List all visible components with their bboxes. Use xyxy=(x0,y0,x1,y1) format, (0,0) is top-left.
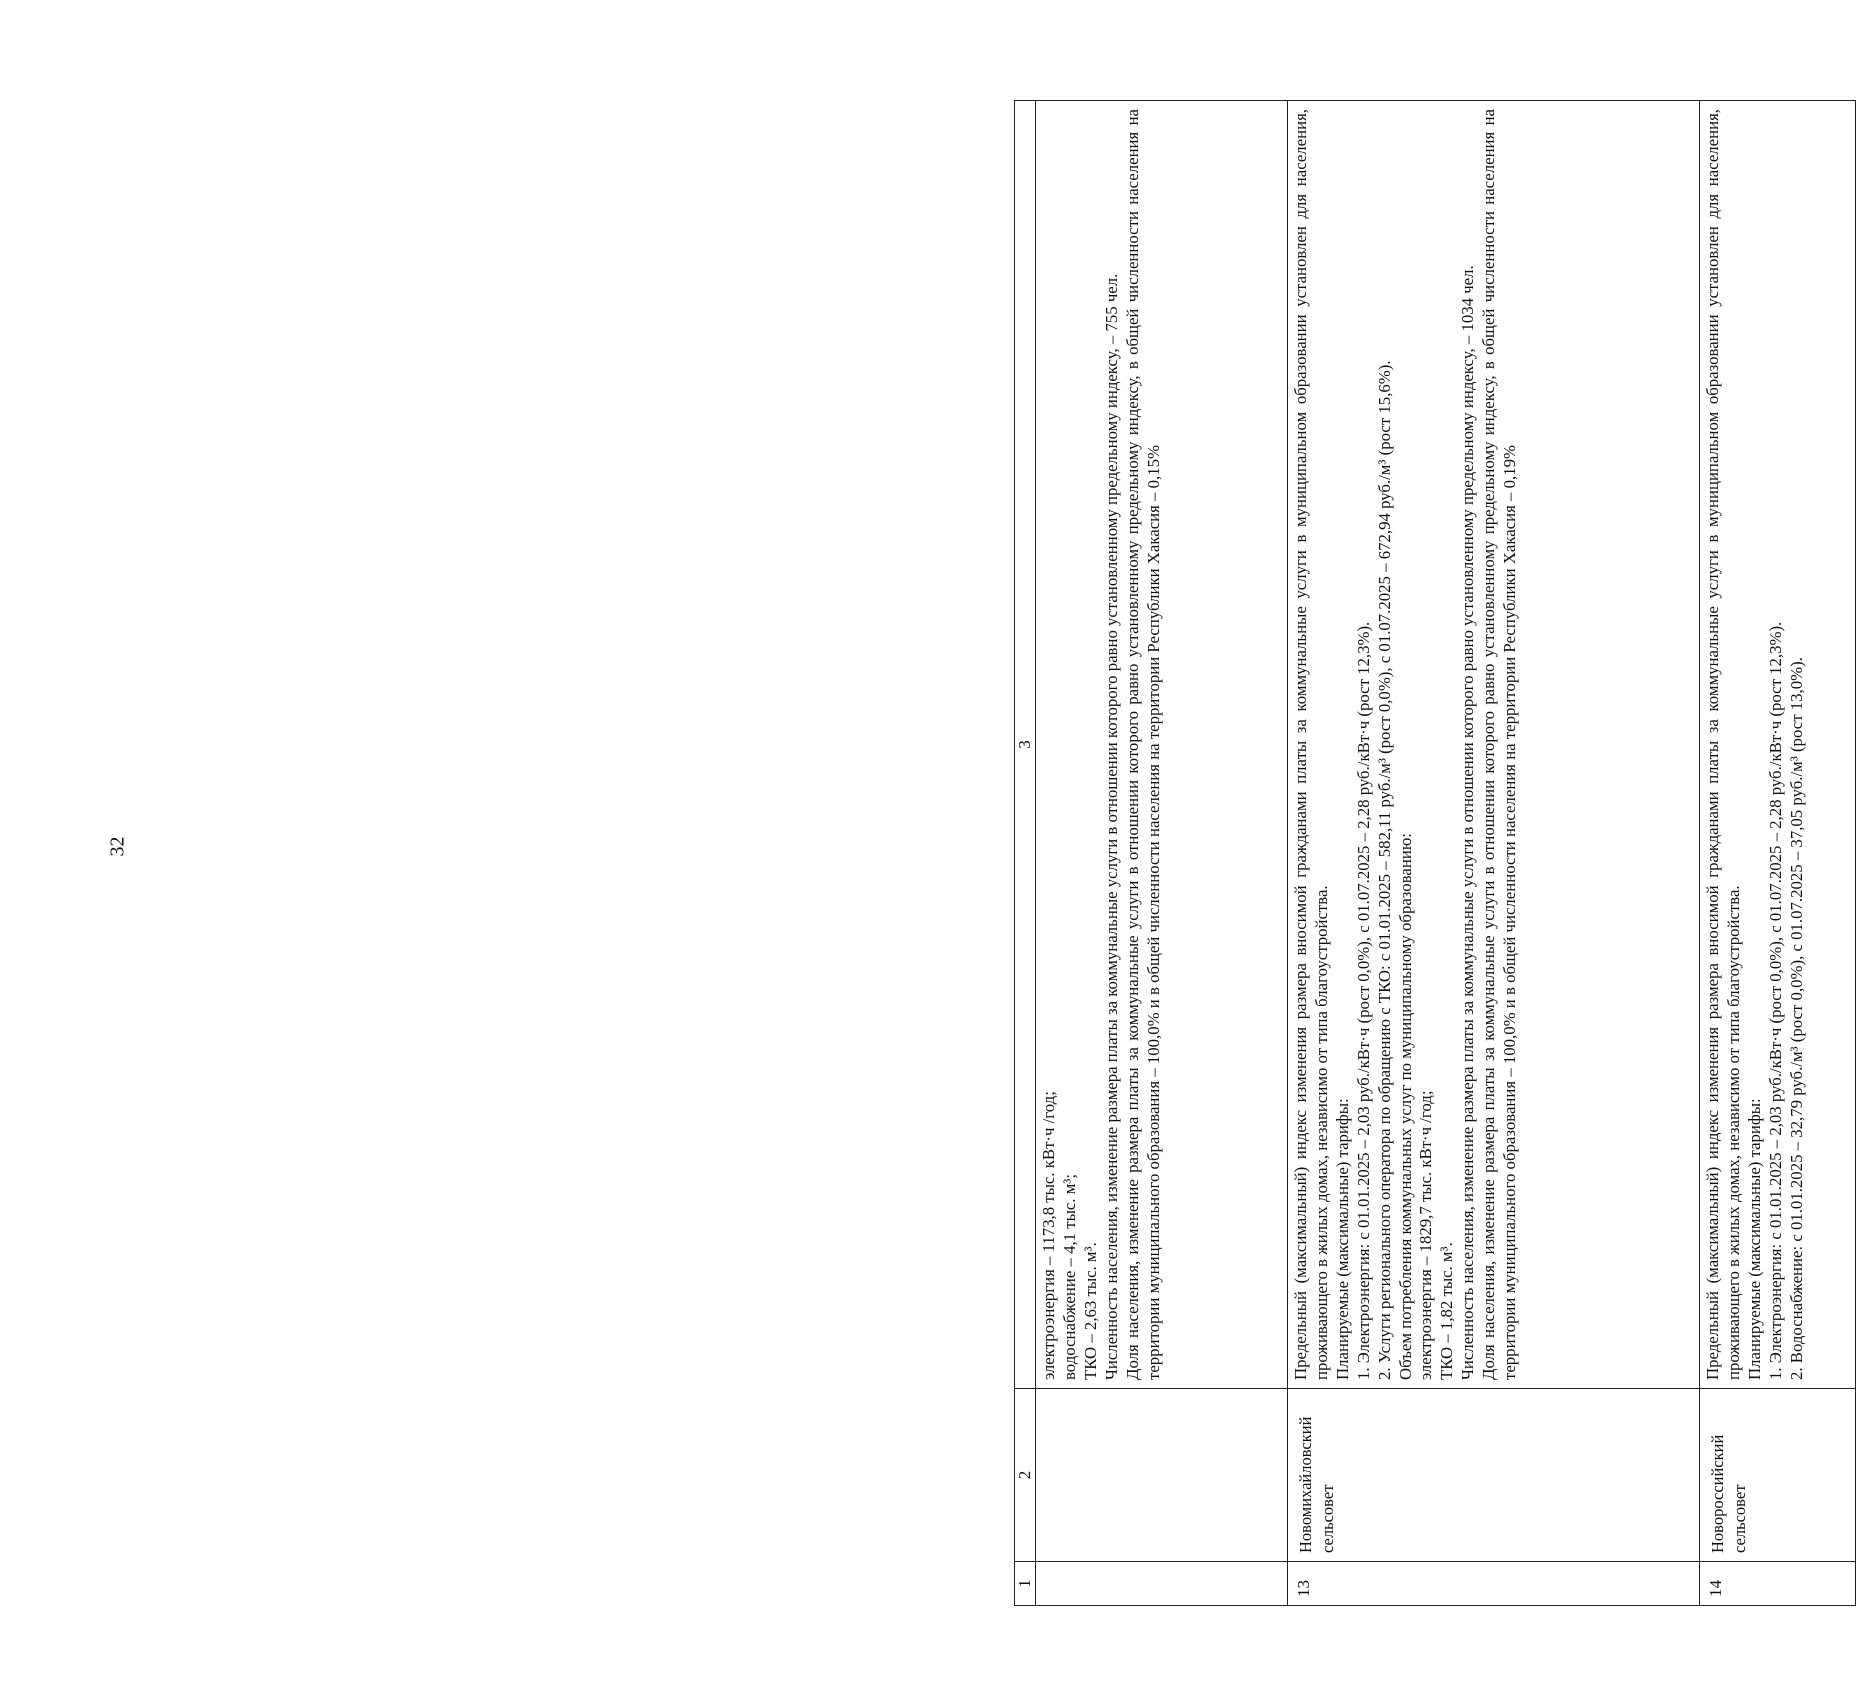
rotated-page-content xyxy=(1014,101,1856,1606)
text-line: Доля населения, изменение размера платы за коммунальные услуги в отношении которого равно установленному предельному индексу, в общей численности населения на территории муниципального образования – 100,0% и в общей численности населения на территории Республики Хакасия – 0,19% xyxy=(1479,109,1520,1380)
text-line: 2. Услуги регионального оператора по обращению с ТКО: с 01.01.2025 – 582,11 руб./м³ (рост 0,0%), с 01.07.2025 – 672,94 руб./м³ (рост 15,6%). xyxy=(1374,360,1394,1380)
row-description xyxy=(1700,101,1856,1389)
page-number: 32 xyxy=(106,836,129,857)
row-number: 14 xyxy=(1700,1562,1856,1606)
text-line: Численность населения, изменение размера платы за коммунальные услуги в отношении которого равно установленному предельному индексу, – 755 чел. xyxy=(1101,273,1121,1380)
text-line: электроэнергия – 1829,7 тыс. кВт·ч /год; xyxy=(1416,1090,1436,1380)
table-row xyxy=(1700,101,1856,1606)
text-line: водоснабжение – 4,1 тыс. м³; xyxy=(1059,1173,1079,1380)
row-description xyxy=(1288,101,1700,1389)
municipality-name: Новомихайловский сельсовет xyxy=(1288,1389,1700,1562)
text-line: Объем потребления коммунальных услуг по муниципальному образованию: xyxy=(1395,832,1415,1380)
text-line: ТКО – 2,63 тыс. м³. xyxy=(1080,1242,1100,1380)
text-line: Предельный (максимальный) индекс изменения размера вносимой гражданами платы за коммунальные услуги в муниципальном образовании установлен для населения, проживающего в жилых домах, независимо от типа благоустройства. xyxy=(1703,109,1743,1380)
table-row xyxy=(1288,101,1700,1606)
row-description xyxy=(1036,101,1288,1389)
text-line: Численность населения, изменение размера платы за коммунальные услуги в отношении которого равно установленному предельному индексу, – 1034 чел. xyxy=(1458,265,1478,1380)
header-col-3: 3 xyxy=(1015,101,1036,1389)
municipality-name xyxy=(1036,1389,1288,1562)
text-line: Доля населения, изменение размера платы за коммунальные услуги в отношении которого равно установленному предельному индексу, в общей численности населения на территории муниципального образования – 100,0% и в общей численности населения на территории Республики Хакасия – 0,15% xyxy=(1122,109,1163,1380)
header-col-2: 2 xyxy=(1015,1389,1036,1562)
row-number: 13 xyxy=(1288,1562,1700,1606)
text-line: 1. Электроэнергия: с 01.01.2025 – 2,03 руб./кВт·ч (рост 0,0%), с 01.07.2025 – 2,28 руб./кВт·ч (рост 12,3%). xyxy=(1353,621,1373,1380)
text-line: Предельный (максимальный) индекс изменения размера вносимой гражданами платы за коммунальные услуги в муниципальном образовании установлен для населения, проживающего в жилых домах, независимо от типа благоустройства. xyxy=(1291,109,1331,1380)
text-line: Планируемые (максимальные) тарифы: xyxy=(1744,1098,1764,1380)
text-line: ТКО – 1,82 тыс. м³. xyxy=(1437,1242,1457,1380)
table-header-row xyxy=(1015,101,1036,1606)
municipality-name: Новороссийский сельсовет xyxy=(1700,1389,1856,1562)
text-line: 1. Электроэнергия: с 01.01.2025 – 2,03 руб./кВт·ч (рост 0,0%), с 01.07.2025 – 2,28 руб./кВт·ч (рост 12,3%). xyxy=(1765,621,1785,1380)
text-line: электроэнергия – 1173,8 тыс. кВт·ч /год; xyxy=(1039,1091,1058,1380)
row-number xyxy=(1036,1562,1288,1606)
tariff-table xyxy=(1014,100,1856,1606)
table-row xyxy=(1036,101,1288,1606)
text-line: 2. Водоснабжение: с 01.01.2025 – 32,79 руб./м³ (рост 0,0%), с 01.07.2025 – 37,05 руб./м³ (рост 13,0%). xyxy=(1786,657,1806,1380)
text-line: Планируемые (максимальные) тарифы: xyxy=(1332,1098,1352,1380)
header-col-1: 1 xyxy=(1015,1562,1036,1606)
